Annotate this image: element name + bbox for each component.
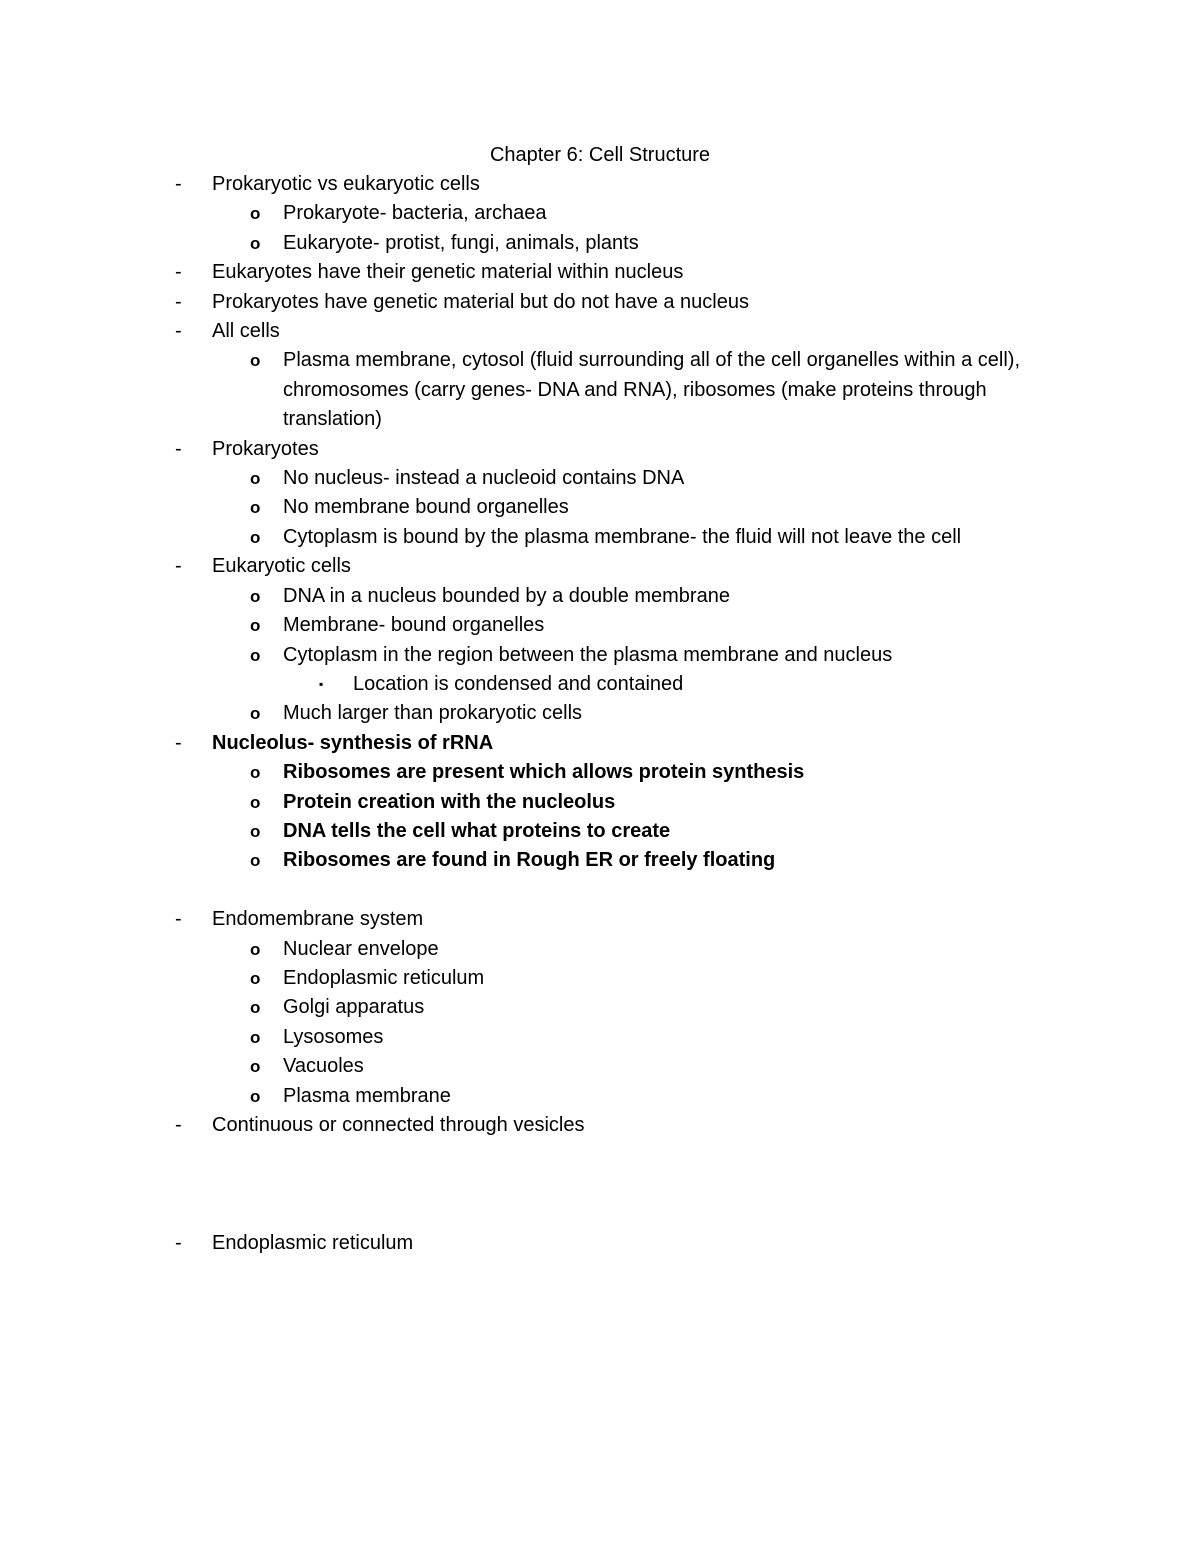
circle-bullet: o [250, 527, 261, 547]
circle-bullet: o [250, 616, 261, 636]
list-item-text: Membrane- bound organelles [283, 614, 545, 637]
list-item-text: Location is condensed and contained [353, 672, 684, 695]
list-item-text: Vacuoles [283, 1055, 364, 1078]
list-item [0, 552, 1200, 581]
list-item [0, 346, 1200, 434]
list-item-text: No nucleus- instead a nucleoid contains DNA [283, 467, 685, 490]
list-item-text: DNA in a nucleus bounded by a double membrane [283, 584, 730, 607]
list-item-text: DNA tells the cell what proteins to create [283, 819, 671, 842]
list-item-text: Cytoplasm is bound by the plasma membrane- the fluid will not leave the cell [283, 525, 962, 548]
circle-bullet: o [250, 1027, 261, 1047]
list-item [0, 288, 1200, 317]
list-item [0, 1082, 1200, 1111]
list-item-text: Prokaryotes [212, 437, 319, 460]
list-item [0, 699, 1200, 728]
list-item [0, 935, 1200, 964]
circle-bullet: o [250, 469, 261, 489]
list-item [0, 523, 1200, 552]
dash-bullet: - [175, 320, 182, 343]
list-item-text: Cytoplasm in the region between the plasma membrane and nucleus [283, 643, 893, 666]
list-item [0, 817, 1200, 846]
list-item [0, 846, 1200, 875]
circle-bullet: o [250, 233, 261, 253]
blank-line [0, 1199, 1200, 1228]
list-item [0, 729, 1200, 758]
circle-bullet: o [250, 1086, 261, 1106]
list-item [0, 317, 1200, 346]
list-item-text: Nuclear envelope [283, 937, 439, 960]
list-item-text: Eukaryote- protist, fungi, animals, plants [283, 231, 639, 254]
circle-bullet: o [250, 792, 261, 812]
list-item-text: Lysosomes [283, 1025, 384, 1048]
list-item [0, 641, 1200, 670]
circle-bullet: o [250, 1057, 261, 1077]
dash-bullet: - [175, 261, 182, 284]
list-item [0, 199, 1200, 228]
circle-bullet: o [250, 204, 261, 224]
list-item-text: Protein creation with the nucleolus [283, 790, 616, 813]
list-item [0, 993, 1200, 1022]
circle-bullet: o [250, 998, 261, 1018]
list-item-text: Prokaryotes have genetic material but do not have a nucleus [212, 290, 749, 313]
circle-bullet: o [250, 498, 261, 518]
circle-bullet: o [250, 968, 261, 988]
list-item-text: Eukaryotic cells [212, 555, 351, 578]
list-item-text: Prokaryote- bacteria, archaea [283, 202, 547, 225]
list-item [0, 670, 1200, 699]
list-item [0, 964, 1200, 993]
list-item [0, 464, 1200, 493]
dash-bullet: - [175, 173, 182, 195]
list-item-text: Eukaryotes have their genetic material within nucleus [212, 261, 684, 284]
list-item [0, 788, 1200, 817]
list-item-text: Much larger than prokaryotic cells [283, 702, 583, 725]
list-item-text: Prokaryotic vs eukaryotic cells [212, 173, 480, 195]
circle-bullet: o [250, 821, 261, 841]
page-title: Chapter 6: Cell Structure [489, 144, 711, 166]
list-item-text: Ribosomes are present which allows protein synthesis [283, 761, 805, 784]
dash-bullet: - [175, 290, 182, 313]
blank-line [0, 876, 1200, 905]
list-item-text: Plasma membrane, cytosol (fluid surrounding all of the cell organelles within a cell), chromosomes (carry genes- DNA and RNA), ribosomes (make proteins through translation) [283, 349, 1021, 431]
dash-bullet: - [175, 731, 182, 754]
list-item-text: Endoplasmic reticulum [212, 1231, 414, 1254]
list-item [0, 611, 1200, 640]
list-item [0, 229, 1200, 258]
list-item-text: Plasma membrane [283, 1084, 451, 1107]
list-item [0, 582, 1200, 611]
list-item-text: Continuous or connected through vesicles [212, 1113, 585, 1136]
list-item-text: Golgi apparatus [283, 996, 425, 1019]
list-item-text: Ribosomes are found in Rough ER or freely floating [283, 849, 776, 872]
list-item [0, 258, 1200, 287]
circle-bullet: o [250, 704, 261, 724]
list-item-text: Endomembrane system [212, 908, 424, 931]
circle-bullet: o [250, 763, 261, 783]
list-item [0, 1229, 1200, 1258]
list-item [0, 758, 1200, 787]
circle-bullet: o [250, 586, 261, 606]
list-item [0, 170, 1200, 199]
list-item [0, 493, 1200, 522]
dash-bullet: - [175, 1231, 182, 1254]
circle-bullet: o [250, 851, 261, 871]
list-item-text: All cells [212, 320, 280, 343]
circle-bullet: o [250, 351, 261, 371]
dash-bullet: - [175, 555, 182, 578]
list-item-text: Nucleolus- synthesis of rRNA [212, 731, 494, 754]
list-item-text: No membrane bound organelles [283, 496, 569, 519]
blank-line [0, 1170, 1200, 1199]
list-item [0, 435, 1200, 464]
blank-line [0, 1140, 1200, 1169]
list-item-text: Endoplasmic reticulum [283, 966, 485, 989]
notes-list [0, 170, 1200, 1258]
dash-bullet: - [175, 908, 182, 931]
dash-bullet: - [175, 437, 182, 460]
circle-bullet: o [250, 939, 261, 959]
list-item [0, 1023, 1200, 1052]
circle-bullet: o [250, 645, 261, 665]
list-item [0, 1111, 1200, 1140]
list-item [0, 1052, 1200, 1081]
list-item [0, 905, 1200, 934]
square-bullet: ▪ [319, 676, 324, 691]
dash-bullet: - [175, 1113, 182, 1136]
